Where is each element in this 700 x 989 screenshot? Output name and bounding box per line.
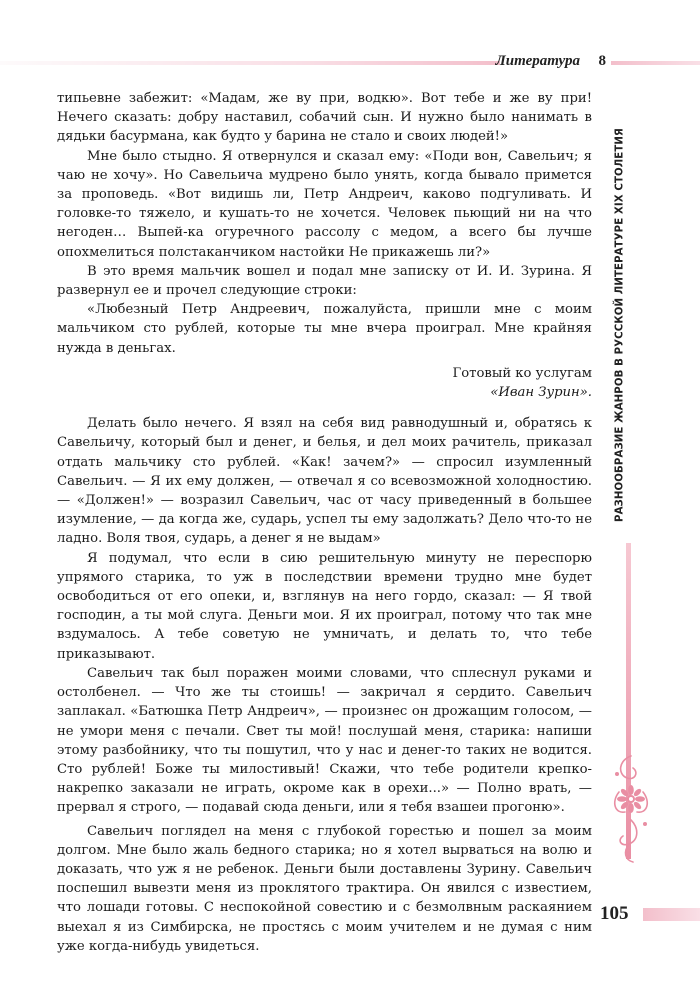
floral-ornament-icon bbox=[609, 752, 653, 867]
header-rule-left bbox=[0, 61, 500, 65]
header-rule-right bbox=[611, 61, 700, 65]
page-number-footer bbox=[595, 903, 700, 925]
paragraph: Савельич так был поражен моими словами, что сплеснул руками и остолбенел. — Что же ты стоишь! — закричал я сердито. Савельич заплакал. «Батюшка Петр Андреич», — произнес он дрожащим голосом, — не умори меня с печали. Свет ты мой! послушай меня, старика: напиши этому разбойнику, что ты пошутил, что у нас и денег-то таких не водится. Сто рублей! Боже ты милостивый! Скажи, что тебе родители крепко-накрепко заказали не играть, окроме как в орехи...» — Полно врать, — прервал я строго, — подавай сюда деньги, или я тебя взашеи прогоню». bbox=[57, 665, 592, 816]
paragraph: В это время мальчик вошел и подал мне записку от И. И. Зурина. Я развернул ее и прочел следующие строки: bbox=[57, 263, 592, 299]
paragraph: Я подумал, что если в сию решительную минуту не переспорю упрямого старика, то уж в последствии времени трудно мне будет освободиться от его опеки, и, взглянув на него гордо, сказал: — Я твой господин, а ты мой слуга. Деньги мои. Я их проиграл, потому что так мне вздумалось. А тебе советую не умничать, и делать то, что тебе приказывают. bbox=[57, 550, 592, 662]
letter-signature bbox=[57, 364, 592, 402]
page-number-bar bbox=[643, 908, 700, 921]
paragraph: Мне было стыдно. Я отвернулся и сказал ему: «Поди вон, Савельич; я чаю не хочу». Но Савельича мудрено было унять, когда бывало примется за проповедь. «Вот видишь ли, Петр Андреич, каково подгуливать. И головке-то тяжело, и кушать-то не хочется. Человек пьющий ни на что негоден… Выпей-ка огуречного рассолу с медом, а всего бы лучше опохмелиться полстаканчиком настойки Не прикажешь ли?» bbox=[57, 148, 592, 260]
header-subject-title: Литература bbox=[495, 53, 580, 69]
main-text bbox=[57, 89, 592, 956]
header-grade-number: 8 bbox=[598, 53, 606, 69]
paragraph: Делать было нечего. Я взял на себя вид равнодушный и, обратясь к Савельичу, который был и денег, и белья, и дел моих рачитель, приказал отдать мальчику сто рублей. «Как! зачем?» — спросил изумленный Савельич. — Я их ему должен, — отвечал я со всевозможной холодностию. — «Должен!» — возразил Савельич, час от часу приведенный в большее изумление, — да когда же, сударь, успел ты ему задолжать? Дело что-то не ладно. Воля твоя, сударь, а денег я не выдам» bbox=[57, 416, 592, 547]
page-number: 105 bbox=[600, 903, 629, 924]
paragraph: Савельич поглядел на меня с глубокой горестью и пошел за моим долгом. Мне было жаль бедного старика; но я хотел вырваться на волю и доказать, что уж я не ребенок. Деньги были доставлены Зурину. Савельич поспешил вывезти меня из проклятого трактира. Он явился с известием, что лошади готовы. С неспокойной совестию и с безмолвным раскаянием выехал я из Симбирска, не простясь с моим учителем и не думая с ним уже когда-нибудь увидеться. bbox=[57, 823, 592, 954]
section-title-text: РАЗНООБРАЗИЕ ЖАНРОВ В РУССКОЙ ЛИТЕРАТУРЕ XIX СТОЛЕТИЯ bbox=[614, 128, 626, 522]
section-sidebar-title bbox=[607, 110, 633, 540]
paragraph: типьевне забежит: «Мадам, же ву при, водкю». Вот тебе и же ву при! Нечего сказать: добру наставил, собачий сын. И нужно было нанимать в дядьки басурмана, как будто у барина не стало и своих людей!» bbox=[57, 91, 592, 145]
signature-line: Готовый ко услугам bbox=[452, 365, 592, 381]
running-header bbox=[0, 52, 700, 76]
signature-name: «Иван Зурин». bbox=[490, 385, 592, 401]
letter-text: «Любезный Петр Андреевич, пожалуйста, пришли мне с моим мальчиком сто рублей, которые ты мне вчера проиграл. Мне крайняя нужда в деньгах. bbox=[57, 302, 592, 356]
